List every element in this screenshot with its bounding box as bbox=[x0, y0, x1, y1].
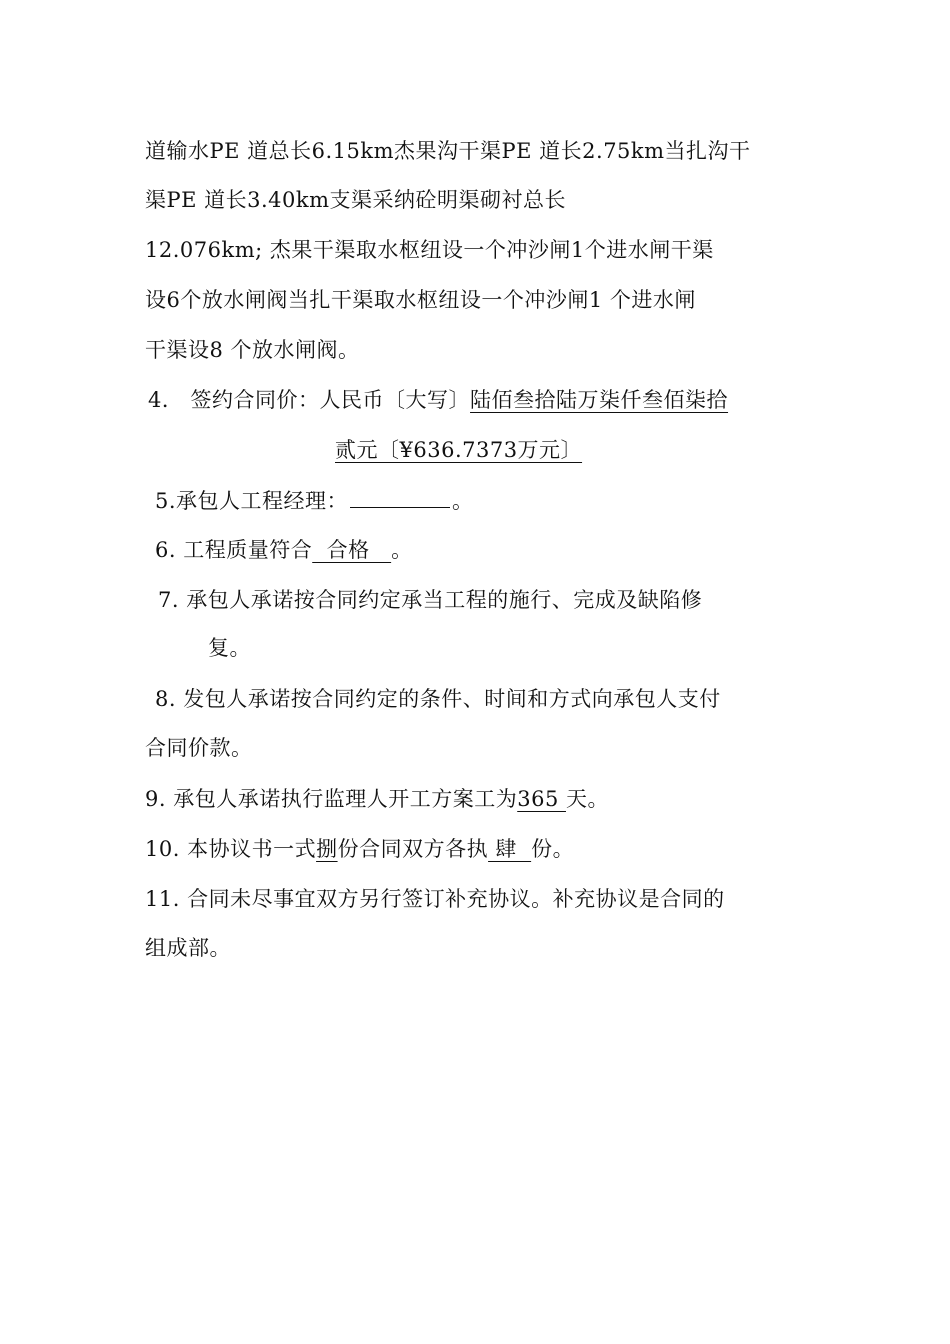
contract-price-item-cont bbox=[335, 435, 582, 465]
contract-price-label: 4． 签约合同价：人民币〔大写〕 bbox=[148, 388, 471, 412]
paragraph-line: 干渠设8 个放水闸阀。 bbox=[145, 338, 360, 362]
copies-each: 肆 bbox=[488, 837, 532, 861]
duration-value: 365 bbox=[517, 787, 566, 811]
quality-label: 6. 工程质量符合 bbox=[155, 538, 313, 562]
contractor-commitment-line: 复。 bbox=[208, 636, 251, 660]
employer-commitment-line: 合同价款。 bbox=[145, 736, 253, 760]
contractor-commitment-line: 7. 承包人承诺按合同约定承当工程的施行、完成及缺陷修 bbox=[158, 588, 703, 612]
quality-item bbox=[155, 535, 413, 565]
quality-value: 合格 bbox=[312, 538, 392, 562]
project-manager-label: 5.承包人工程经理： bbox=[155, 489, 349, 513]
copies-item bbox=[145, 834, 574, 864]
contract-price-amount-figures: 贰元〔¥636.7373万元〕 bbox=[335, 438, 583, 462]
copies-suffix: 份。 bbox=[531, 837, 575, 861]
supplement-line: 11. 合同未尽事宜双方另行签订补充协议。补充协议是合同的 bbox=[145, 887, 725, 911]
supplement-line: 组成部。 bbox=[145, 936, 231, 960]
copies-middle: 份合同双方各执 bbox=[337, 837, 489, 861]
duration-item bbox=[145, 784, 609, 814]
duration-unit: 天。 bbox=[565, 787, 609, 811]
punctuation: 。 bbox=[452, 489, 474, 513]
paragraph-line: 设6个放水闸阀当扎干渠取水枢纽设一个冲沙闸1 个进水闸 bbox=[145, 288, 696, 312]
contract-price-amount-words: 陆佰叁拾陆万柒仟叁佰柒拾 bbox=[470, 388, 729, 412]
project-manager-blank bbox=[350, 485, 450, 508]
employer-commitment-line: 8. 发包人承诺按合同约定的条件、时间和方式向承包人支付 bbox=[155, 687, 721, 711]
copies-label: 10. 本协议书一式 bbox=[145, 837, 317, 861]
paragraph-line: 道输水PE 道总长6.15km杰果沟干渠PE 道长2.75km当扎沟干 bbox=[145, 139, 751, 163]
contract-price-item bbox=[148, 385, 728, 415]
copies-total: 捌 bbox=[316, 837, 338, 861]
project-manager-item bbox=[155, 485, 474, 516]
duration-label: 9. 承包人承诺执行监理人开工方案工为 bbox=[145, 787, 518, 811]
punctuation: 。 bbox=[391, 538, 413, 562]
paragraph-line: 渠PE 道长3.40km支渠采纳砼明渠砌衬总长 bbox=[145, 188, 567, 212]
paragraph-line: 12.076km; 杰果干渠取水枢纽设一个冲沙闸1个进水闸干渠 bbox=[145, 238, 714, 262]
